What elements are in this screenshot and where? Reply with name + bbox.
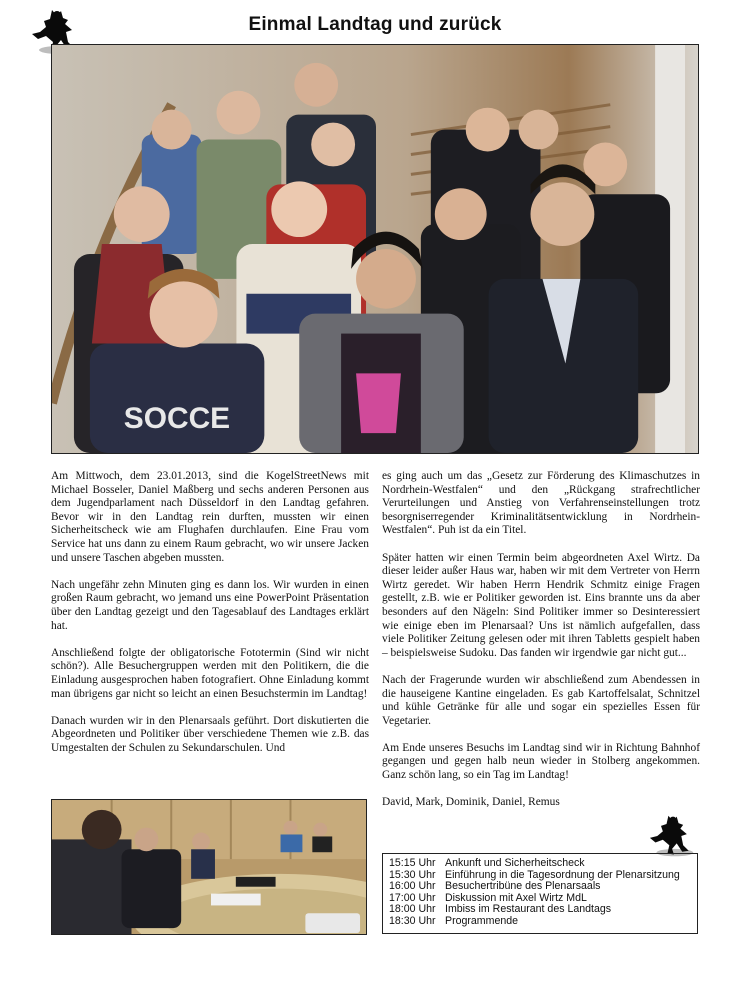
article-right-column	[382, 470, 700, 823]
schedule-event: Imbiss im Restaurant des Landtags	[445, 903, 612, 916]
paragraph: Anschließend folgte der obligatorische Fototermin (Sind wir nicht schön?). Alle Besuchergruppen werden mit den Politikern, die die Einladung ausgesprochen haben fotografiert. Ohne Einladung kommt man übrigens gar nicht so leicht an einen Besuchstermin im Landtag!	[51, 646, 369, 700]
group-photo	[51, 44, 699, 454]
schedule-row	[389, 858, 691, 870]
schedule-row	[389, 916, 691, 928]
schedule-box	[382, 853, 698, 934]
schedule-time: 15:15 Uhr	[389, 857, 436, 869]
schedule-time: 15:30 Uhr	[389, 868, 436, 881]
paragraph: Nach ungefähr zehn Minuten ging es dann los. Wir wurden in einen großen Raum gebracht, wo jemand uns eine PowerPoint Präsentation über den Landtag gezeigt und den Tagesablauf des Landtages erklärt hat.	[51, 578, 369, 632]
paragraph: Am Mittwoch, dem 23.01.2013, sind die KogelStreetNews mit Michael Bosseler, Daniel Maßberg und sechs anderen Personen aus dem Jugendparlament nach Düsseldorf in den Landtag gefahren. Bevor wir in den Landtag rein durften, mussten wir einen Sicherheitscheck wie am Flughafen durchlaufen. Eine Frau vom Service hat uns dann zu einem Raum gebracht, wo wir unsere Jacken und unsere Taschen abgeben mussten.	[51, 470, 369, 564]
schedule-event: Ankunft und Sicherheitscheck	[445, 857, 585, 869]
paragraph: Danach wurden wir in den Plenarsaals geführt. Dort diskutierten die Abgeordneten und Politiker über verschiedene Themen wie z.B. das Umgestalten der Schulen zu Sekundarschulen. Und	[51, 714, 369, 754]
schedule-time: 17:00 Uhr	[389, 891, 436, 904]
schedule-event: Besuchertribüne des Plenarsaals	[445, 880, 601, 893]
paragraph: Nach der Fragerunde wurden wir abschließend zum Abendessen in die hauseigene Kantine eingeladen. Es gab Kartoffelsalat, Schnitzel und kühle Getränke für alle und sogar ein spezielles Essen für Vegetarier.	[382, 673, 700, 727]
schedule-event: Einführung in die Tagesordnung der Plenarsitzung	[445, 868, 680, 881]
schedule-time: 18:30 Uhr	[389, 914, 436, 927]
schedule-event: Programmende	[445, 914, 519, 927]
svg-text:SOCCE: SOCCE	[123, 402, 231, 436]
author-line: David, Mark, Dominik, Daniel, Remus	[382, 796, 560, 809]
schedule-event: Diskussion mit Axel Wirtz MdL	[445, 891, 587, 904]
page-title: Einmal Landtag und zurück	[248, 14, 502, 35]
paragraph: Am Ende unseres Besuchs im Landtag sind wir in Richtung Bahnhof gegangen und gegen halb neun wieder in Stolberg angekommen. Ganz schön lang, so ein Tag im Landtag!	[382, 741, 700, 782]
schedule-time: 16:00 Uhr	[389, 880, 436, 893]
schedule-time: 18:00 Uhr	[389, 903, 436, 916]
paragraph: es ging auch um das „Gesetz zur Förderung des Klimaschutzes in Nordrhein-Westfalen“ und den „Rückgang strafrechtlicher Verurteilungen und Anstieg von Verfahrenseinstellungen trotz besorgniserregender Kriminalitätsentwicklung in Nordrhein-Westfalen“. Puh ist da ein Titel.	[382, 470, 700, 537]
article-left-column	[51, 470, 369, 769]
plenary-photo	[51, 799, 367, 935]
paragraph: Später hatten wir einen Termin beim abgeordneten Axel Wirtz. Da dieser leider außer Haus war, haben wir mit dem Vertreter von Herrn Wirtz geredet. Wir haben Herrn Hendrik Schmitz einige Fragen gestellt, z.B. wie er Politiker geworden ist. Eins brannte uns da aber besonders auf den Nägeln: Sind Politiker immer so Desinteressiert wie einige eben im Plenarsaal? Uns ist nämlich aufgefallen, dass viele Politiker Zeitung gelesen oder mit ihren Tabletts gespielt haben – beispielsweise Sudoku. Das fanden wir irgendwie gar nicht gut...	[382, 551, 700, 659]
